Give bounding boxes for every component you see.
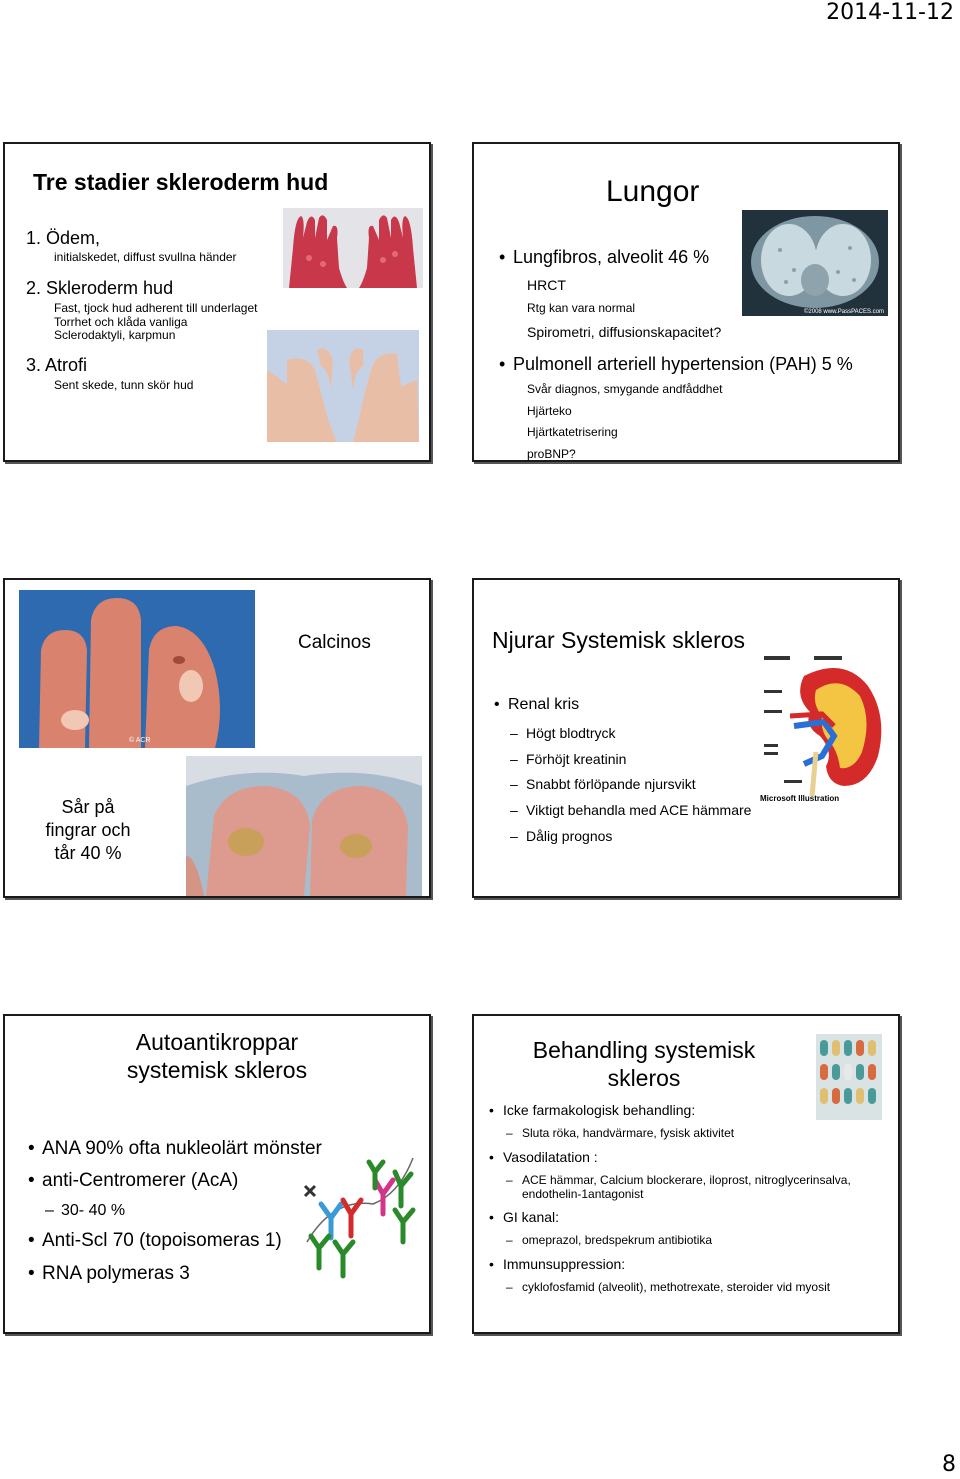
immunosuppression-item: – cyklofosfamid (alveolit), methotrexate, steroider vid myosit <box>522 1280 830 1294</box>
lung-ct-image <box>742 210 888 316</box>
slide-title: Tre stadier skleroderm hud <box>33 169 329 195</box>
ulcer-line-3: tår 40 % <box>54 843 122 863</box>
renal-item-2: – Förhöjt kreatinin <box>526 751 626 767</box>
ulcer-line-1: Sår på <box>61 797 115 817</box>
lung-fibrosis-item-1: HRCT <box>527 277 566 293</box>
lung-fibrosis-item-2: Rtg kan vara normal <box>527 301 636 315</box>
stage-1-heading: 1. Ödem, <box>26 228 101 248</box>
vasodilation-line-2: endothelin-1antagonist <box>522 1187 644 1201</box>
pah-item-3: Hjärtkatetrisering <box>527 425 618 439</box>
slide-title <box>494 1036 794 1092</box>
photo-caption: © ACR <box>129 737 151 744</box>
slide-kidneys <box>472 578 900 898</box>
title-line-2: skleros <box>607 1065 681 1091</box>
pah-item-2: Hjärteko <box>527 404 572 418</box>
renal-item-5: – Dålig prognos <box>526 828 612 844</box>
slide-title <box>5 1028 429 1084</box>
pah-item-4: proBNP? <box>527 447 576 461</box>
slide-calcinosis <box>3 578 431 898</box>
renal-item-3: – Snabbt förlöpande njursvikt <box>526 776 696 792</box>
stage-1-text: initialskedet, diffust svullna händer <box>54 250 237 264</box>
bullet-gi: • GI kanal: <box>503 1209 559 1225</box>
bullet-vasodilation: • Vasodilatation : <box>503 1149 598 1165</box>
vasodilation-item <box>522 1173 851 1201</box>
stage-2-text-3: Sclerodaktyli, karpmun <box>54 328 176 342</box>
bullet-anti-scl70: • Anti-Scl 70 (topoisomeras 1) <box>42 1230 282 1252</box>
clipart-caption: Microsoft Illustration <box>760 794 840 803</box>
slide-title: Lungor <box>606 175 700 208</box>
gi-item: – omeprazol, bredspekrum antibiotika <box>522 1233 712 1247</box>
aca-percentage: – 30- 40 % <box>61 1202 125 1220</box>
title-line-2: systemisk skleros <box>126 1057 308 1083</box>
stage-2-heading: 2. Skleroderm hud <box>26 278 174 298</box>
bullet-rna-polymerase: • RNA polymeras 3 <box>42 1263 190 1285</box>
kidney-clipart <box>760 656 896 806</box>
page-number: 8 <box>942 1452 956 1477</box>
renal-item-1: – Högt blodtryck <box>526 725 615 741</box>
stage-2-text-2: Torrhet och klåda vanliga <box>54 315 188 329</box>
non-pharma-item: – Sluta röka, handvärmare, fysisk aktivitet <box>522 1126 734 1140</box>
title-line-1: Autoantikroppar <box>135 1029 299 1055</box>
slide-skin-stages <box>3 142 431 462</box>
stage-2-text-1: Fast, tjock hud adherent till underlaget <box>54 301 258 315</box>
slide-lungs <box>472 142 900 462</box>
pah-item-1: Svår diagnos, smygande andfåddhet <box>527 382 723 396</box>
vasodilation-line-1: – ACE hämmar, Calcium blockerare, iloprost, nitroglycerinsalva, <box>522 1173 851 1187</box>
stage-3-text: Sent skede, tunn skör hud <box>54 378 194 392</box>
ulcer-text <box>29 796 147 865</box>
swollen-hands-photo <box>283 208 423 288</box>
slide-title: Calcinos <box>298 632 371 653</box>
slide-treatment <box>472 1014 900 1334</box>
bullet-non-pharma: • Icke farmakologisk behandling: <box>503 1102 695 1118</box>
lung-fibrosis-item-3: Spirometri, diffusionskapacitet? <box>527 324 722 340</box>
bullet-pah: • Pulmonell arteriell hypertension (PAH) 5 % <box>513 354 853 375</box>
slide-autoantibodies <box>3 1014 431 1334</box>
renal-item-4: – Viktigt behandla med ACE hämmare <box>526 802 751 818</box>
ct-caption: ©2008 www.PassPACES.com <box>803 309 884 315</box>
contracted-hands-photo <box>267 330 419 442</box>
stage-3-heading: 3. Atrofi <box>26 355 88 375</box>
bullet-immunosuppression: • Immunsuppression: <box>503 1256 625 1272</box>
bullet-lung-fibrosis: • Lungfibros, alveolit 46 % <box>513 247 709 268</box>
bullet-aca: • anti-Centromerer (AcA) <box>42 1170 238 1192</box>
slide-title: Njurar Systemisk skleros <box>492 627 746 653</box>
calcinosis-finger-photo <box>19 590 255 748</box>
toe-ulcer-photo <box>186 756 422 896</box>
title-line-1: Behandling systemisk <box>532 1037 756 1063</box>
page-date: 2014-11-12 <box>826 0 954 25</box>
ulcer-line-2: fingrar och <box>45 820 131 840</box>
antibody-clipart <box>303 1158 419 1290</box>
bullet-renal-crisis: • Renal kris <box>508 696 579 714</box>
pills-photo <box>816 1034 882 1120</box>
bullet-ana: • ANA 90% ofta nukleolärt mönster <box>42 1138 322 1160</box>
